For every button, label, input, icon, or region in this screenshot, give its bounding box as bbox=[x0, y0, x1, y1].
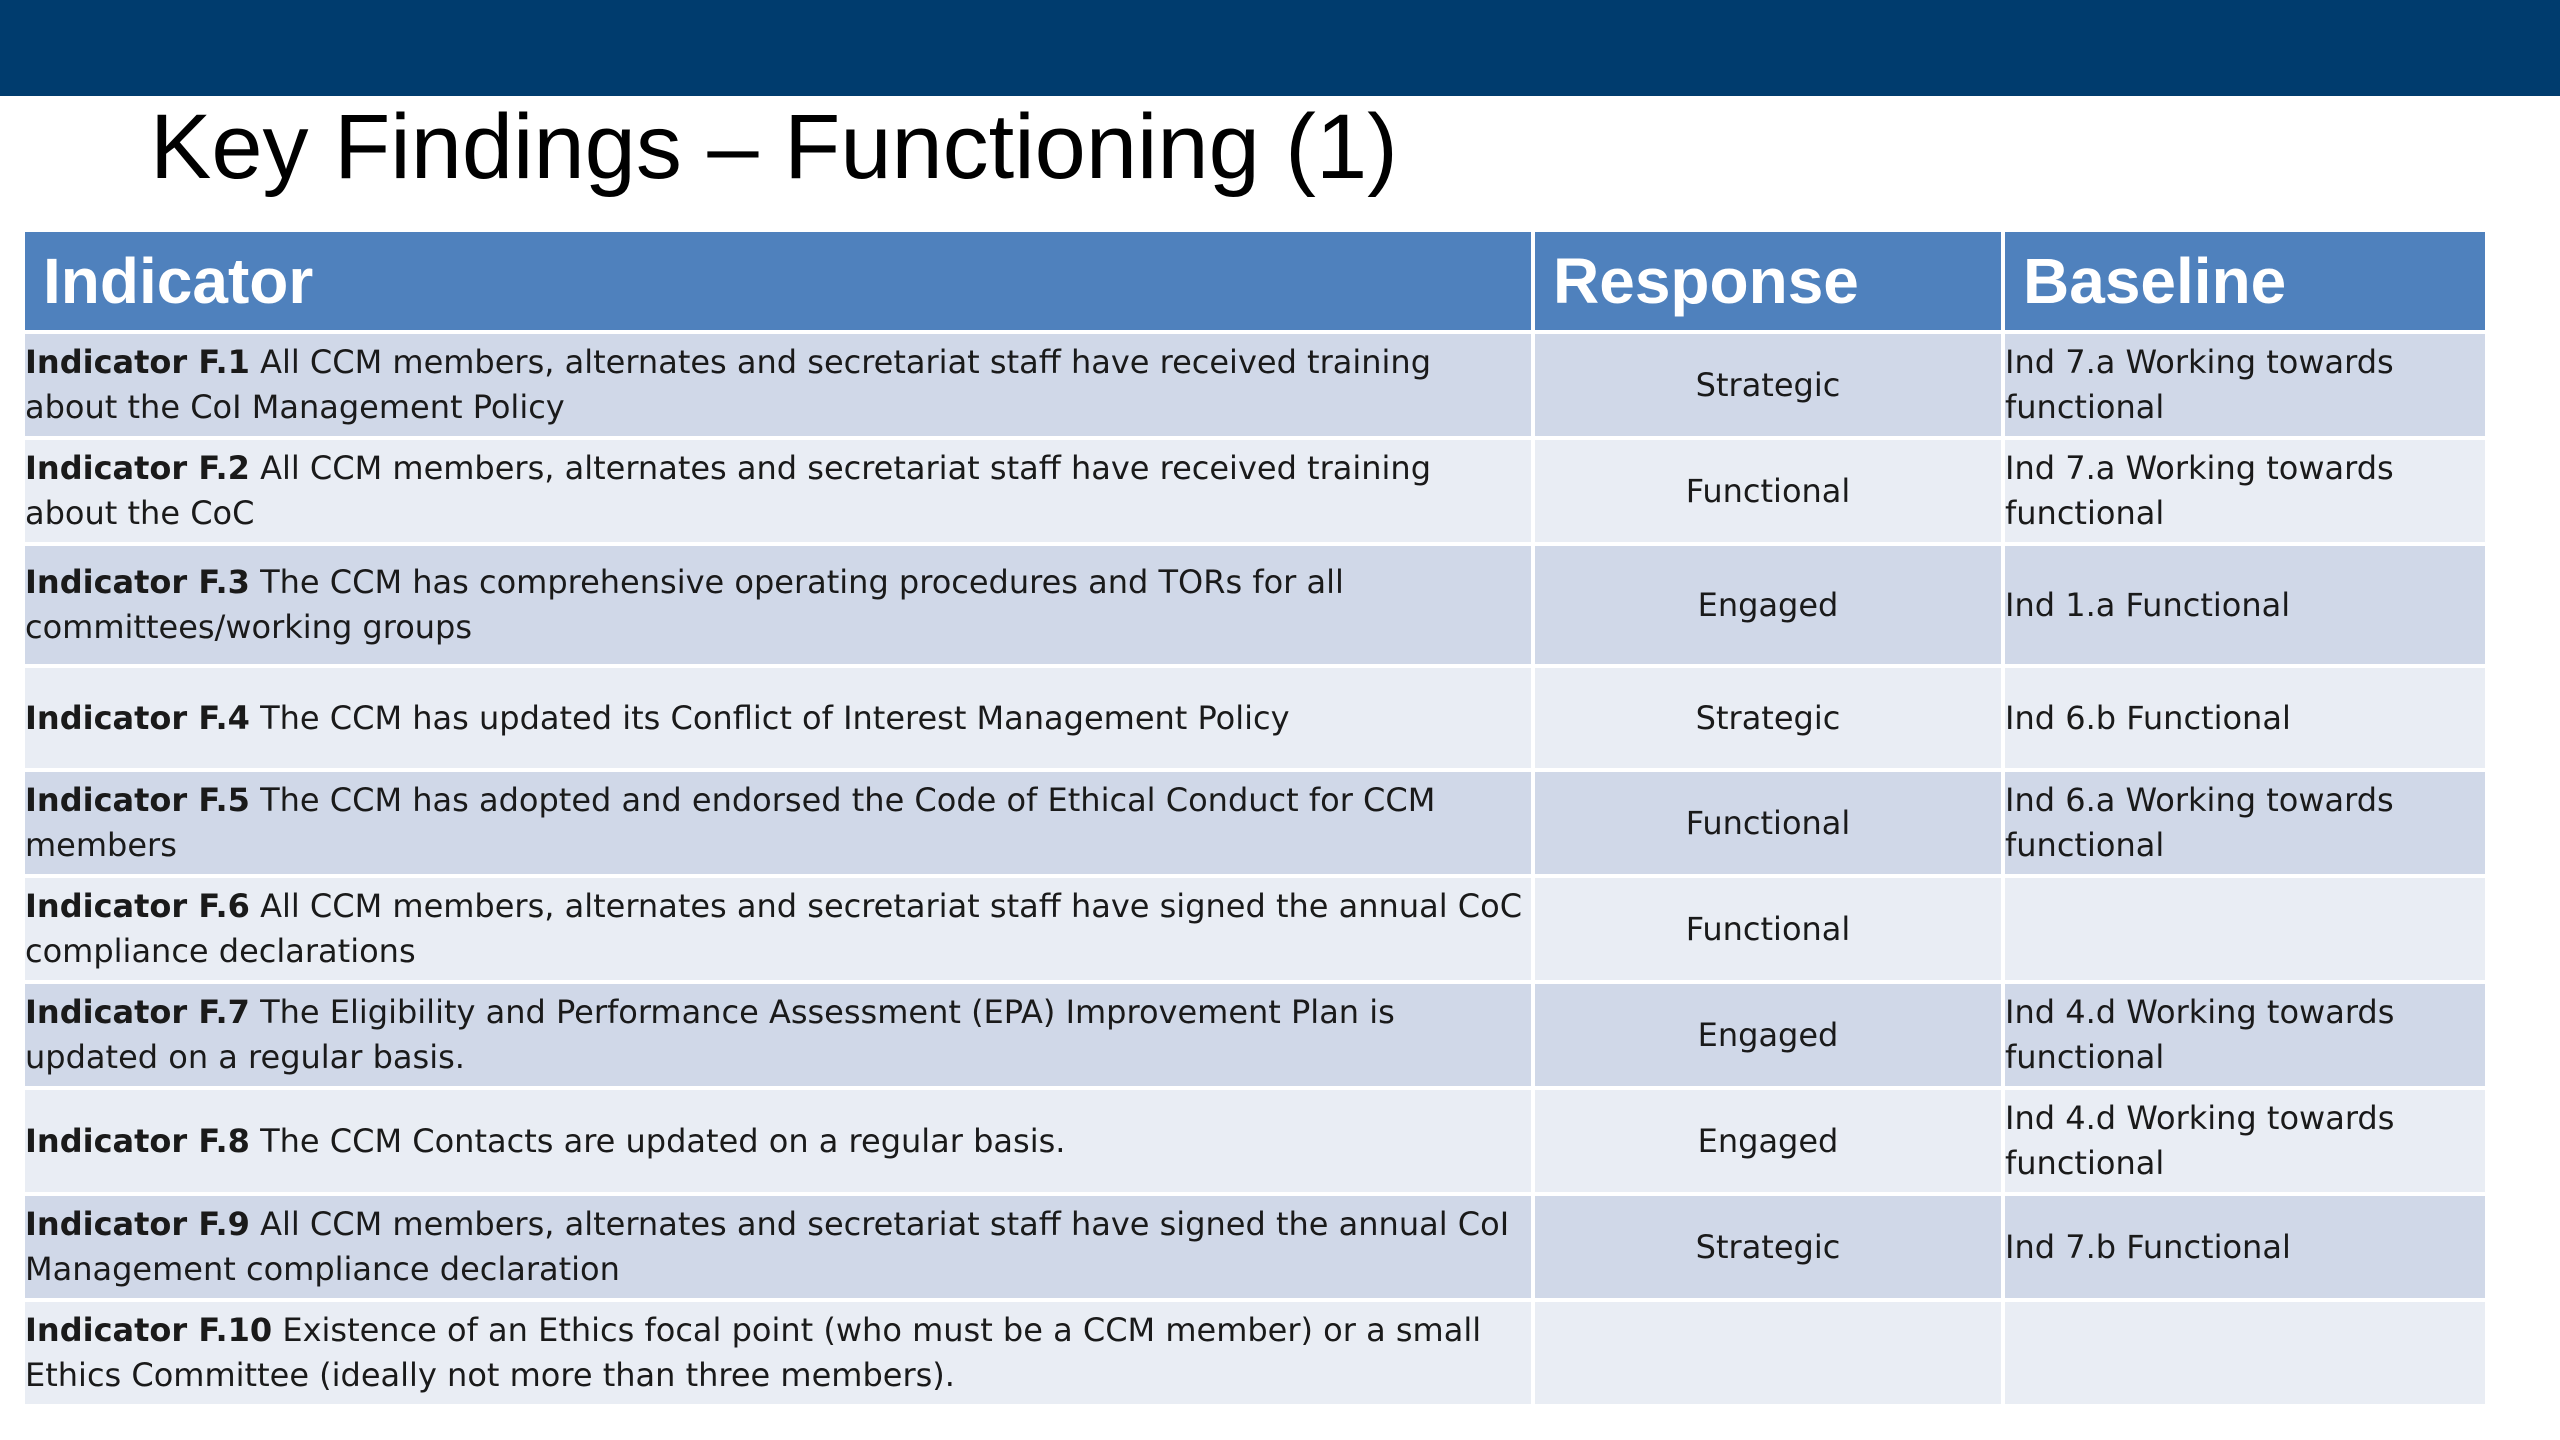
indicator-code: Indicator F.7 bbox=[25, 993, 250, 1031]
response-cell: Functional bbox=[1535, 772, 2001, 874]
baseline-cell: Ind 6.a Working towards functional bbox=[2005, 772, 2485, 874]
indicator-code: Indicator F.4 bbox=[25, 698, 250, 737]
baseline-cell bbox=[2005, 1302, 2485, 1404]
indicator-cell bbox=[25, 878, 1531, 980]
table-row bbox=[25, 772, 2485, 874]
indicator-code: Indicator F.8 bbox=[25, 1121, 250, 1160]
indicator-text: The CCM has adopted and endorsed the Code of Ethical Conduct for CCM members bbox=[25, 781, 1436, 864]
response-cell: Engaged bbox=[1535, 546, 2001, 664]
header-response: Response bbox=[1535, 232, 2001, 330]
baseline-cell: Ind 7.a Working towards functional bbox=[2005, 440, 2485, 542]
indicator-cell bbox=[25, 772, 1531, 874]
indicator-cell bbox=[25, 440, 1531, 542]
response-cell bbox=[1535, 1302, 2001, 1404]
indicator-cell bbox=[25, 984, 1531, 1086]
table-row bbox=[25, 546, 2485, 664]
indicator-text: The Eligibility and Performance Assessment (EPA) Improvement Plan is updated on a regular basis. bbox=[25, 993, 1395, 1076]
response-cell: Strategic bbox=[1535, 668, 2001, 768]
indicator-text: The CCM has comprehensive operating procedures and TORs for all committees/working groups bbox=[25, 563, 1344, 646]
findings-table bbox=[21, 228, 2489, 1408]
findings-table-wrap bbox=[25, 232, 2485, 1404]
top-band bbox=[0, 0, 2560, 96]
indicator-cell bbox=[25, 334, 1531, 436]
table-row bbox=[25, 334, 2485, 436]
indicator-code: Indicator F.6 bbox=[25, 887, 250, 925]
table-row bbox=[25, 984, 2485, 1086]
baseline-cell bbox=[2005, 878, 2485, 980]
response-cell: Functional bbox=[1535, 440, 2001, 542]
table-row bbox=[25, 1090, 2485, 1192]
baseline-cell: Ind 1.a Functional bbox=[2005, 546, 2485, 664]
response-cell: Strategic bbox=[1535, 334, 2001, 436]
indicator-text: All CCM members, alternates and secretariat staff have received training about the CoI Management Policy bbox=[25, 343, 1432, 426]
indicator-cell bbox=[25, 1302, 1531, 1404]
indicator-text: Existence of an Ethics focal point (who must be a CCM member) or a small Ethics Committee (ideally not more than three members). bbox=[25, 1311, 1482, 1394]
indicator-code: Indicator F.3 bbox=[25, 563, 250, 601]
response-cell: Engaged bbox=[1535, 1090, 2001, 1192]
indicator-code: Indicator F.5 bbox=[25, 781, 250, 819]
baseline-cell: Ind 7.b Functional bbox=[2005, 1196, 2485, 1298]
indicator-code: Indicator F.1 bbox=[25, 343, 250, 381]
table-row bbox=[25, 1302, 2485, 1404]
indicator-cell bbox=[25, 668, 1531, 768]
table-row bbox=[25, 878, 2485, 980]
baseline-cell: Ind 6.b Functional bbox=[2005, 668, 2485, 768]
indicator-text: All CCM members, alternates and secretariat staff have received training about the CoC bbox=[25, 449, 1432, 532]
header-baseline: Baseline bbox=[2005, 232, 2485, 330]
table-row bbox=[25, 668, 2485, 768]
response-cell: Engaged bbox=[1535, 984, 2001, 1086]
header-row bbox=[25, 232, 2485, 330]
indicator-text: All CCM members, alternates and secretariat staff have signed the annual CoI Management compliance declaration bbox=[25, 1205, 1510, 1288]
indicator-cell bbox=[25, 1090, 1531, 1192]
response-cell: Functional bbox=[1535, 878, 2001, 980]
indicator-code: Indicator F.10 bbox=[25, 1311, 273, 1349]
indicator-cell bbox=[25, 546, 1531, 664]
indicator-code: Indicator F.2 bbox=[25, 449, 250, 487]
indicator-text: The CCM Contacts are updated on a regular basis. bbox=[249, 1121, 1066, 1160]
baseline-cell: Ind 7.a Working towards functional bbox=[2005, 334, 2485, 436]
slide-title: Key Findings – Functioning (1) bbox=[150, 96, 1398, 198]
table-row bbox=[25, 440, 2485, 542]
baseline-cell: Ind 4.d Working towards functional bbox=[2005, 984, 2485, 1086]
indicator-text: The CCM has updated its Conflict of Interest Management Policy bbox=[249, 698, 1290, 737]
indicator-cell bbox=[25, 1196, 1531, 1298]
baseline-cell: Ind 4.d Working towards functional bbox=[2005, 1090, 2485, 1192]
response-cell: Strategic bbox=[1535, 1196, 2001, 1298]
header-indicator: Indicator bbox=[25, 232, 1531, 330]
table-row bbox=[25, 1196, 2485, 1298]
indicator-text: All CCM members, alternates and secretariat staff have signed the annual CoC compliance declarations bbox=[25, 887, 1523, 970]
indicator-code: Indicator F.9 bbox=[25, 1205, 250, 1243]
